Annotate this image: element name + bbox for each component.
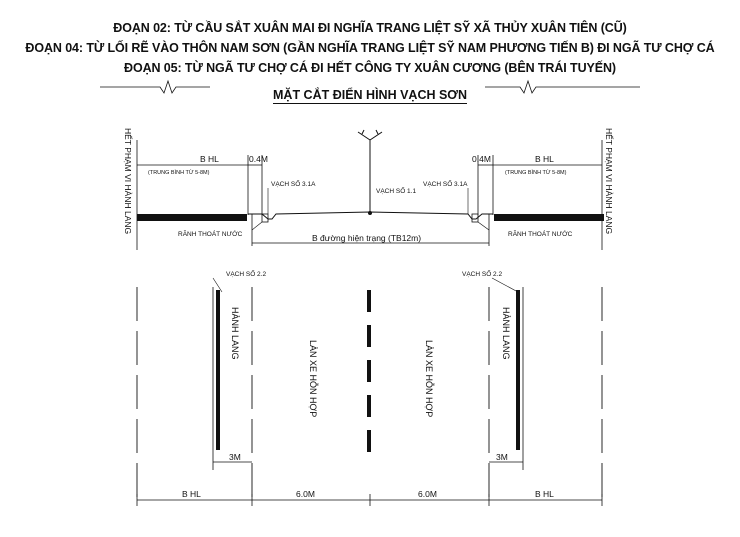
lane-left-label: LÀN XE HỖN HỢP [308,340,318,418]
leader-22-left [213,278,222,292]
mark-31a-right-label: VẠCH SỐ 3.1A [423,181,468,188]
mark-11-label: VẠCH SỐ 1.1 [376,188,417,195]
light-head-icon [358,130,382,140]
leader-ditch-left [252,222,262,230]
title-line-3: ĐOẠN 05: TỪ NGÃ TƯ CHỢ CÁ ĐI HẾT CÔNG TY XUÂN CƯƠNG (BÊN TRÁI TUYẾN) [124,61,616,75]
mark-31a-left-label: VẠCH SỐ 3.1A [271,181,316,188]
corridor-left-label: HÀNH LANG [230,307,240,360]
offset-left-label: 0.4M [249,154,268,164]
dim-6m-right-label: 6.0M [418,489,437,499]
offset-right-label: 0.4M [472,154,491,164]
mark-22-right-label: VẠCH SỐ 2.2 [462,271,503,278]
dim-3m-right-label: 3M [496,452,508,462]
edge-line-right [516,290,520,450]
center-dashed-line [367,290,371,452]
sidewalk-left [137,214,247,221]
title-line-1: ĐOẠN 02: TỪ CẦU SẮT XUÂN MAI ĐI NGHĨA TRANG LIỆT SỸ XÃ THỦY XUÂN TIÊN (CŨ) [113,21,627,35]
bhl-right-label: B HL [535,154,554,164]
bhl-left-label: B HL [200,154,219,164]
center-dash-2 [367,325,371,347]
cross-section [100,81,640,250]
avg-right-label: (TRUNG BÌNH TỪ 5-8M) [505,170,567,176]
corridor-limit-right-label: HẾT PHẠM VI HÀNH LANG [604,128,614,235]
break-line-left [100,81,210,93]
dim-3m-left-label: 3M [229,452,241,462]
lane-right-label: LÀN XE HỖN HỢP [424,340,434,418]
center-dash-5 [367,430,371,452]
leader-ditch-right [478,222,489,230]
center-dash-4 [367,395,371,417]
break-line-right [485,81,640,93]
corridor-limit-left-label: HẾT PHẠM VI HÀNH LANG [123,128,133,235]
title-line-2: ĐOẠN 04: TỪ LỐI RẼ VÀO THÔN NAM SƠN (GẦN NGHĨA TRANG LIỆT SỸ NAM PHƯƠNG TIẾN B) ĐI NGÃ TƯ CHỢ CÁ [25,41,715,55]
corridor-right-label: HÀNH LANG [501,307,511,360]
edge-line-left [216,290,220,450]
center-marker-icon [368,211,372,215]
center-dash-3 [367,360,371,382]
plan-view [137,278,602,506]
sidewalk-right [494,214,604,221]
dim-bhl-right-label: B HL [535,489,554,499]
leader-22-right [492,278,518,292]
road-width-label: B đường hiện trạng (TB12m) [312,233,422,243]
ditch-left-label: RÃNH THOÁT NƯỚC [178,231,243,238]
center-dash-1 [367,290,371,312]
mark-22-left-label: VẠCH SỐ 2.2 [226,271,267,278]
avg-left-label: (TRUNG BÌNH TỪ 5-8M) [148,170,210,176]
dim-6m-left-label: 6.0M [296,489,315,499]
subtitle-text: MẶT CẮT ĐIỂN HÌNH VẠCH SƠN [273,88,467,102]
dim-bhl-left-label: B HL [182,489,201,499]
ditch-right-label: RÃNH THOÁT NƯỚC [508,231,573,238]
